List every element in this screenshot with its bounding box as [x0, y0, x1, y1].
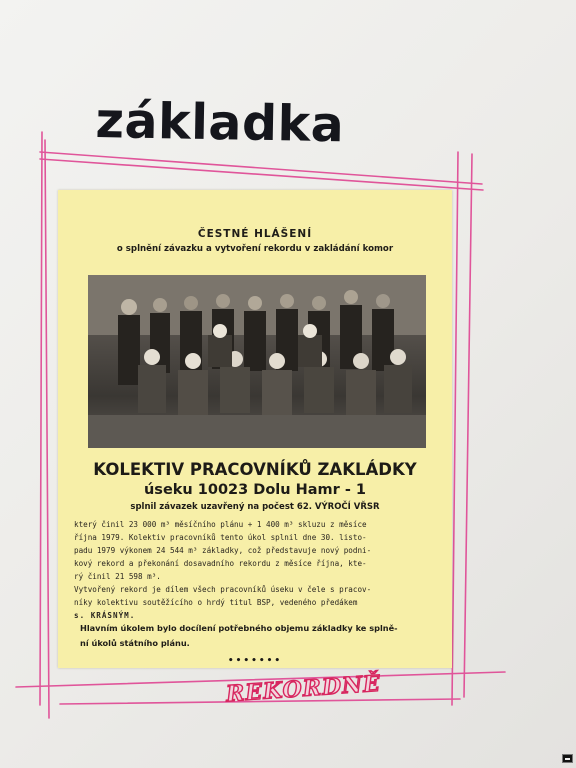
closing-line: Hlavním úkolem bylo docílení potřebného objemu základky ke splně- [80, 623, 398, 633]
record-line: Vytvořený rekord je dílem všech pracovníků úseku v čele s pracov- [74, 585, 372, 594]
report-line: rý činil 21 598 m³. [74, 572, 161, 581]
page-title: základka [95, 92, 345, 154]
section-title: úseku 10023 Dolu Hamr - 1 [143, 482, 367, 498]
dot-separator: ••••••• [227, 656, 283, 666]
rekordne-stamp: REKORDNĚ [225, 670, 382, 708]
pledge-line: splnil závazek uzavřený na počest 62. VÝROČÍ VŘSR [130, 502, 380, 512]
report-line: padu 1979 výkonem 24 544 m³ základky, což představuje nový podni- [74, 546, 372, 555]
closing-line: ní úkolů státního plánu. [80, 638, 190, 648]
record-paragraph [74, 583, 444, 622]
record-line: s. KRÁSNÝM. [74, 611, 136, 620]
clipping-subheading: o splnění závazku a vytvoření rekordu v zakládání komor [116, 244, 394, 254]
newspaper-clipping [58, 190, 452, 668]
clipping-heading: ČESTNÉ HLÁŠENÍ [197, 228, 313, 240]
report-line: kový rekord a překonání dosavadního rekordu z měsíce října, kte- [74, 559, 367, 568]
small-monitor-icon [562, 754, 573, 763]
group-photo [88, 275, 426, 448]
report-line: který činil 23 000 m³ měsíčního plánu + 1 400 m³ skluzu z měsíce [74, 520, 367, 529]
collective-title: KOLEKTIV PRACOVNÍKŮ ZAKLÁDKY [93, 460, 417, 479]
group-photo-illustration [88, 275, 426, 448]
closing-paragraph [80, 621, 440, 651]
report-paragraph [74, 518, 444, 583]
report-line: října 1979. Kolektiv pracovníků tento úkol splnil dne 30. listo- [74, 533, 367, 542]
record-line: níky kolektivu soutěžícího o hrdý titul BSP, vedeného předákem [74, 598, 358, 607]
